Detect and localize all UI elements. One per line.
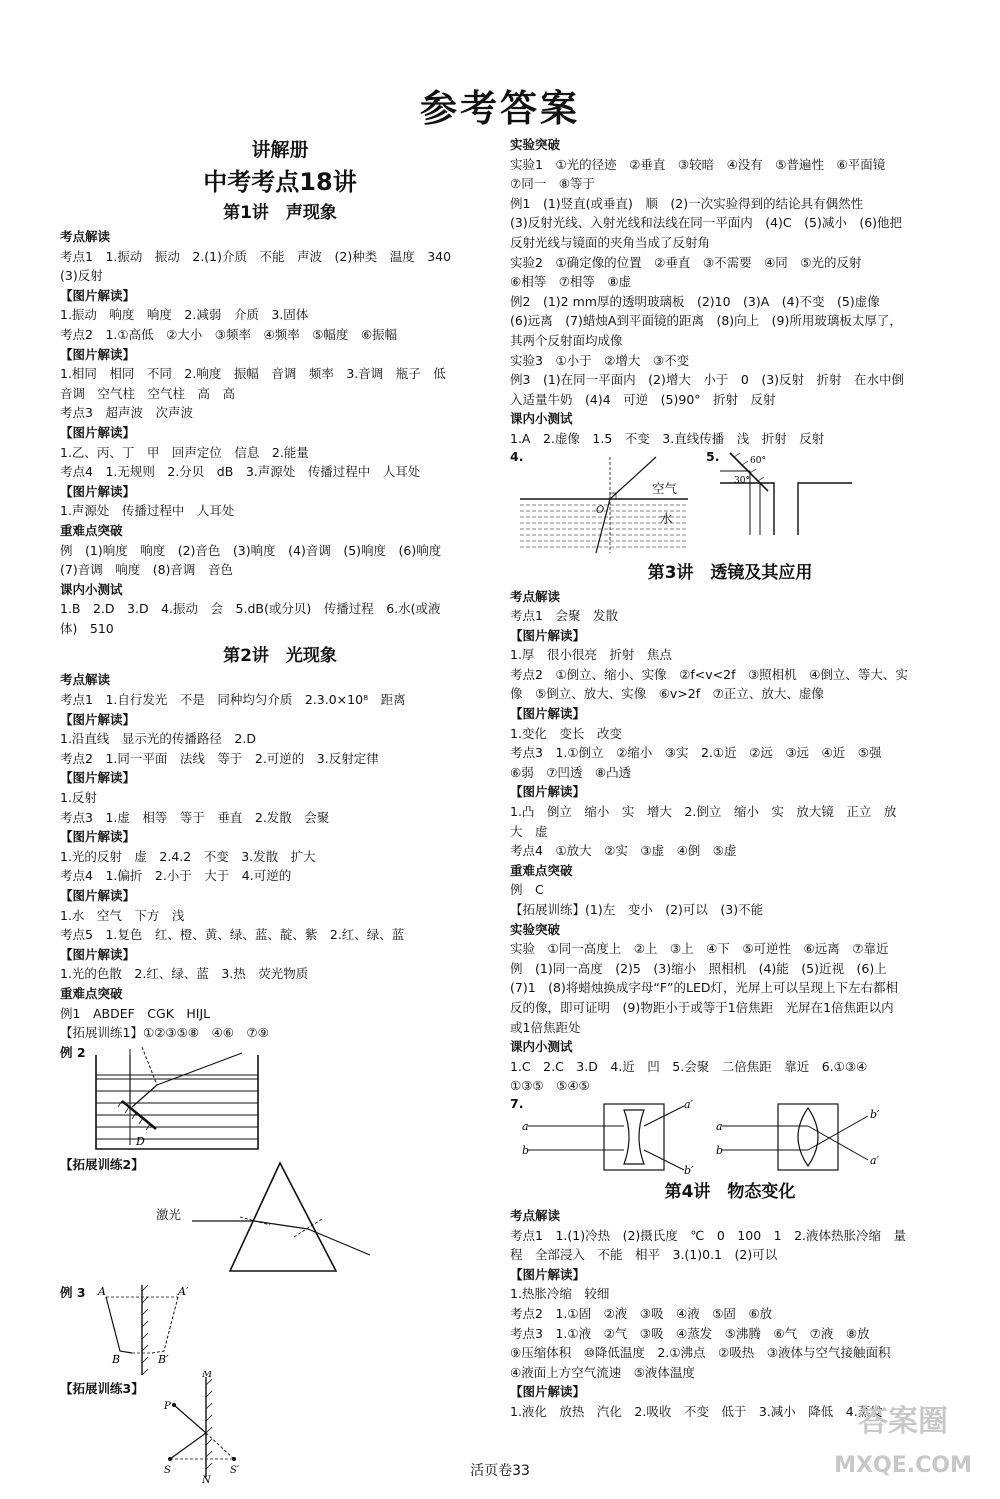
lens-figures xyxy=(510,1096,950,1178)
mirror-image-diagram xyxy=(90,1283,240,1377)
answer-line: ⑥相等 ⑦相等 ⑧虚 xyxy=(510,274,632,290)
answer-line: 考点1 会聚 发散 xyxy=(510,608,618,624)
answer-line: 体) 510 xyxy=(60,620,114,636)
laser-label: 激光 xyxy=(156,1206,182,1222)
section-heading: 重难点突破 xyxy=(60,522,123,538)
answer-line: 例3 (1)在同一平面内 (2)增大 小于 0 (3)反射 折射 在水中倒 xyxy=(510,372,905,388)
section-heading: 【图片解读】 xyxy=(60,346,136,362)
svg-text:S: S xyxy=(164,1464,171,1476)
lens-ray-diagrams xyxy=(522,1098,902,1176)
svg-text:a′: a′ xyxy=(870,1153,880,1167)
periscope-diagram xyxy=(716,451,856,537)
section-heading: 考点解读 xyxy=(60,672,111,688)
answer-line: 1.光的色散 2.红、绿、蓝 3.热 荧光物质 xyxy=(60,966,309,982)
left-column xyxy=(60,135,500,1481)
answer-line: 像 ⑤倒立、放大、实像 ⑥v>2f ⑦正立、放大、虚像 xyxy=(510,686,824,702)
water-label: 水 xyxy=(660,510,673,526)
answer-line: 例 C xyxy=(510,882,544,898)
answer-line: 考点2 1.①高低 ②大小 ③频率 ④频率 ⑤幅度 ⑥振幅 xyxy=(60,326,398,342)
answer-line: (7)1 (8)将蜡烛换成字母“F”的LED灯，光屏上可以呈现上下左右都相 xyxy=(510,980,898,996)
answer-line: 程 全部浸入 不能 相平 3.(1)0.1 (2)可以 xyxy=(510,1247,778,1263)
answer-line: (7)音调 响度 (8)音调 音色 xyxy=(60,562,233,578)
svg-text:N: N xyxy=(202,1474,211,1483)
answer-line: 1.热胀冷缩 较细 xyxy=(510,1286,610,1302)
answer-line: 考点5 1.复色 红、橙、黄、绿、蓝、靛、紫 2.红、绿、蓝 xyxy=(60,927,405,943)
section-heading: 课内小测试 xyxy=(510,1039,573,1055)
answer-line: 1.乙、丙、丁 甲 回声定位 信息 2.能量 xyxy=(60,444,309,460)
extension-3-label: 【拓展训练3】 xyxy=(60,1380,144,1396)
svg-text:a: a xyxy=(522,1119,529,1133)
answer-line: 考点3 1.①液 ②气 ③吸 ④蒸发 ⑤沸腾 ⑥气 ⑦液 ⑧放 xyxy=(510,1325,870,1341)
answer-line: 考点4 ①放大 ②实 ③虚 ④倒 ⑤虚 xyxy=(510,843,737,859)
section-heading: 【图片解读】 xyxy=(60,770,136,786)
answer-line: 音调 空气柱 空气柱 高 高 xyxy=(60,385,236,401)
answer-line: ⑦同一 ⑧等于 xyxy=(510,176,595,192)
extension-2-label: 【拓展训练2】 xyxy=(60,1156,144,1172)
answer-line: 考点3 1.①倒立 ②缩小 ③实 2.①近 ②远 ③远 ④近 ⑤强 xyxy=(510,745,882,761)
answer-line: 1.B 2.D 3.D 4.振动 会 5.dB(或分贝) 传播过程 6.水(或液 xyxy=(60,601,441,617)
svg-text:b: b xyxy=(522,1143,530,1157)
section-heading: 【图片解读】 xyxy=(510,1266,586,1282)
section-heading: 重难点突破 xyxy=(60,985,123,1001)
answer-line: 反射光线与镜面的夹角当成了反射角 xyxy=(510,234,711,250)
answer-line: 1.液化 放热 汽化 2.吸收 不变 低于 3.减小 降低 4.蒸发 xyxy=(510,1403,883,1419)
answer-line: (3)反射光线、入射光线和法线在同一平面内 (4)C (5)减小 (6)他把 xyxy=(510,215,903,231)
answer-line: (6)远离 (7)蜡烛A到平面镜的距离 (8)向上 (9)所用玻璃板太厚了， xyxy=(510,313,902,329)
lesson-1-title: 第1讲 声现象 xyxy=(223,203,337,223)
series-title: 中考考点18讲 xyxy=(203,168,357,196)
right-column xyxy=(510,135,950,1421)
answer-line: 1.振动 响度 响度 2.减弱 介质 3.固体 xyxy=(60,307,309,323)
answer-line: 考点1 1.自行发光 不是 同种均匀介质 2.3.0×10⁸ 距离 xyxy=(60,692,406,708)
answer-line: 【拓展训练1】①②③⑤⑧ ④⑥ ⑦⑨ xyxy=(60,1025,269,1041)
answer-line: 实验 ①同一高度上 ②上 ③上 ④下 ⑤可逆性 ⑥远离 ⑦靠近 xyxy=(510,941,889,957)
answer-line: ⑥弱 ⑦凹透 ⑧凸透 xyxy=(510,764,632,780)
example-3-label: 例 3 xyxy=(60,1284,86,1300)
answer-line: 实验2 ①确定像的位置 ②垂直 ③不需要 ④同 ⑤光的反射 xyxy=(510,254,862,270)
svg-text:B: B xyxy=(112,1352,121,1366)
answer-line: 1.声源处 传播过程中 人耳处 xyxy=(60,503,235,519)
answer-line: 考点4 1.无规则 2.分贝 dB 3.声源处 传播过程中 人耳处 xyxy=(60,464,421,480)
answer-line: 大 虚 xyxy=(510,823,548,839)
answer-line: 1.A 2.虚像 1.5 不变 3.直线传播 浅 折射 反射 xyxy=(510,430,825,446)
lesson-4-title: 第4讲 物态变化 xyxy=(664,1181,796,1202)
section-heading: 课内小测试 xyxy=(60,581,123,597)
answer-line: ④液面上方空气流速 ⑤液体温度 xyxy=(510,1364,695,1380)
answer-line: 实验1 ①光的径迹 ②垂直 ③较暗 ④没有 ⑤普遍性 ⑥平面镜 xyxy=(510,156,886,172)
section-heading: 【图片解读】 xyxy=(60,946,136,962)
section-heading: 【图片解读】 xyxy=(510,627,586,643)
question-4-label: 4. xyxy=(510,448,524,464)
answer-line: 1.沿直线 显示光的传播路径 2.D xyxy=(60,731,256,747)
answer-line: 入适量牛奶 (4)4 可逆 (5)90° 折射 反射 xyxy=(510,391,776,407)
section-heading: 考点解读 xyxy=(510,1207,561,1223)
section-heading: 课内小测试 xyxy=(510,411,573,427)
svg-text:60°: 60° xyxy=(750,455,766,466)
answer-line: 其两个反射面均成像 xyxy=(510,332,623,348)
answer-line: 考点2 1.①固 ②液 ③吸 ④液 ⑤固 ⑥放 xyxy=(510,1305,773,1321)
svg-text:A: A xyxy=(98,1284,106,1298)
answer-line: 1.C 2.C 3.D 4.近 凹 5.会聚 二倍焦距 靠近 6.①③④ xyxy=(510,1058,868,1074)
answer-line: 例1 ABDEF CGK HIJL xyxy=(60,1005,211,1021)
section-heading: 【图片解读】 xyxy=(60,287,136,303)
answer-line: 1.厚 很小很亮 折射 焦点 xyxy=(510,647,672,663)
quiz-figures-4-5 xyxy=(510,449,950,559)
section-heading: 考点解读 xyxy=(510,588,561,604)
answer-line: 考点4 1.偏折 2.小于 大于 4.可逆的 xyxy=(60,868,292,884)
lesson-1-body xyxy=(60,227,500,638)
section-heading: 【图片解读】 xyxy=(60,424,136,440)
svg-text:B′: B′ xyxy=(158,1352,169,1366)
svg-text:b′: b′ xyxy=(684,1163,694,1176)
answer-line: 1.相同 相同 不同 2.响度 振幅 音调 频率 3.音调 瓶子 低 xyxy=(60,366,446,382)
section-heading: 【图片解读】 xyxy=(510,706,586,722)
lesson-3-title: 第3讲 透镜及其应用 xyxy=(647,562,813,583)
svg-text:S′: S′ xyxy=(230,1464,240,1476)
answer-line: ⑨压缩体积 ⑩降低温度 2.①沸点 ②吸热 ③液体与空气接触面积 xyxy=(510,1345,891,1361)
svg-text:P: P xyxy=(164,1400,171,1412)
answer-line: 1.光的反射 虚 2.4.2 不变 3.发散 扩大 xyxy=(60,848,316,864)
svg-text:M: M xyxy=(202,1370,213,1380)
section-heading: 【图片解读】 xyxy=(60,888,136,903)
answer-line: 反的像，即可证明 (9)物距小于或等于1倍焦距 光屏在1倍焦距以内 xyxy=(510,999,894,1015)
lesson-2-body xyxy=(60,670,500,1042)
lesson-2-continued xyxy=(510,135,950,449)
question-7-label: 7. xyxy=(510,1095,524,1111)
example-3-figure xyxy=(60,1283,500,1379)
answer-line: 实验3 ①小于 ②增大 ③不变 xyxy=(510,352,690,368)
answer-line: 例 (1)同一高度 (2)5 (3)缩小 照相机 (4)能 (5)近视 (6)上 xyxy=(510,960,887,976)
section-heading: 考点解读 xyxy=(60,229,111,244)
answer-line: 考点3 1.虚 相等 等于 垂直 2.发散 会聚 xyxy=(60,809,330,825)
section-heading: 【图片解读】 xyxy=(60,711,136,727)
answer-line: 考点1 1.(1)冷热 (2)摄氏度 ℃ 0 100 1 2.液体热胀冷缩 量 xyxy=(510,1227,907,1243)
book-title: 讲解册 xyxy=(251,139,309,161)
lesson-2-title: 第2讲 光现象 xyxy=(223,646,337,667)
answer-line: (3)反射 xyxy=(60,268,103,284)
page-title: 参考答案 xyxy=(420,87,580,130)
svg-text:D: D xyxy=(136,1134,145,1148)
lesson-4-body xyxy=(510,1206,950,1422)
lesson-3-body xyxy=(510,587,950,1096)
answer-line: 考点3 超声波 次声波 xyxy=(60,405,193,421)
svg-text:a′: a′ xyxy=(684,1097,694,1111)
refraction-diagram xyxy=(516,453,692,557)
answer-line: ①③⑤ ⑤④⑤ xyxy=(510,1078,590,1094)
svg-text:A′: A′ xyxy=(178,1284,189,1298)
svg-text:b: b xyxy=(716,1143,724,1157)
answer-line: 考点2 1.同一平面 法线 等于 2.可逆的 3.反射定律 xyxy=(60,750,379,766)
section-heading: 【图片解读】 xyxy=(60,483,136,499)
answer-line: 考点1 1.振动 振动 2.(1)介质 不能 声波 (2)种类 温度 340 xyxy=(60,248,452,264)
prism-diagram xyxy=(170,1159,380,1279)
answer-line: 1.水 空气 下方 浅 xyxy=(60,907,185,923)
page-footer: 活页卷33 xyxy=(470,1463,530,1479)
answer-line: 1.反射 xyxy=(60,790,97,806)
answer-line: 1.变化 变长 改变 xyxy=(510,725,622,741)
answer-line: 考点2 ①倒立、缩小、实像 ②f<v<2f ③照相机 ④倒立、等大、实 xyxy=(510,666,908,682)
svg-text:O: O xyxy=(596,504,605,516)
answer-line: 1.凸 倒立 缩小 实 增大 2.倒立 缩小 实 放大镜 正立 放 xyxy=(510,804,897,820)
svg-text:a: a xyxy=(716,1119,723,1133)
water-tank-diagram xyxy=(92,1045,262,1153)
example-2-label: 例 2 xyxy=(60,1044,86,1060)
example-2-figure xyxy=(60,1043,500,1155)
answer-line: 例1 (1)竖直(或垂直) 顺 (2)一次实验得到的结论具有偶然性 xyxy=(510,195,864,211)
section-heading: 实验突破 xyxy=(510,921,561,937)
watermark xyxy=(808,1400,998,1496)
section-heading: 【图片解读】 xyxy=(60,829,136,845)
section-heading: 【图片解读】 xyxy=(510,1384,586,1400)
answer-line: 例2 (1)2 mm厚的透明玻璃板 (2)10 (3)A (4)不变 (5)虚像 xyxy=(510,293,880,309)
answer-line: 或1倍焦距处 xyxy=(510,1019,581,1035)
section-heading: 【图片解读】 xyxy=(510,784,586,800)
watermark-logo-text: 答案圈 xyxy=(858,1404,948,1439)
section-heading: 重难点突破 xyxy=(510,862,573,878)
question-5-label: 5. xyxy=(706,448,720,464)
svg-text:b′: b′ xyxy=(870,1107,880,1121)
answer-line: 例 (1)响度 响度 (2)音色 (3)响度 (4)音调 (5)响度 (6)响度 xyxy=(60,542,442,558)
section-heading: 实验突破 xyxy=(510,137,561,152)
answer-line: 【拓展训练】(1)左 变小 (2)可以 (3)不能 xyxy=(510,902,764,917)
watermark-url: MXQE.COM xyxy=(834,1453,972,1478)
extension-2-figure xyxy=(60,1155,500,1283)
svg-text:30°: 30° xyxy=(734,475,750,486)
air-label: 空气 xyxy=(652,480,678,496)
